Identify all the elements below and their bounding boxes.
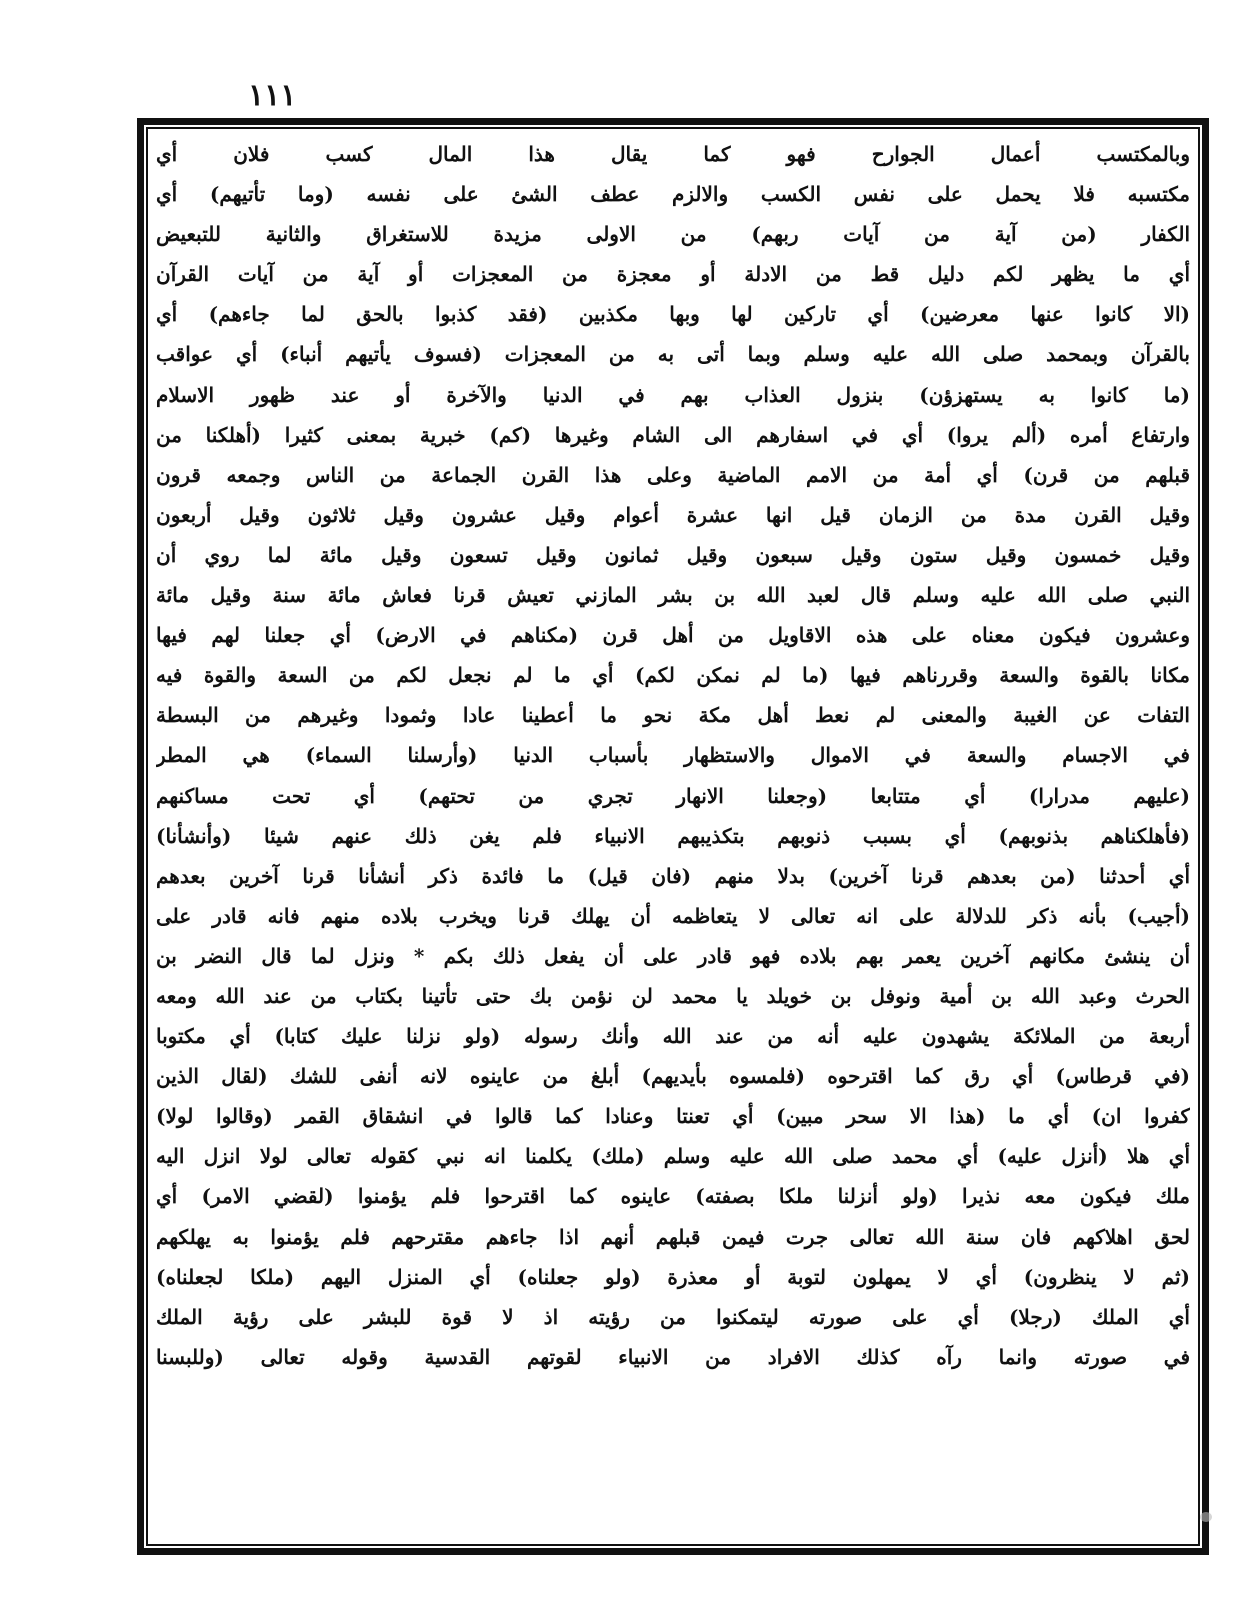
text-line: لحق اهلاكهم فان سنة الله تعالى جرت فيمن قبلهم أنهم اذا جاءهم مقترحهم فلم يؤمنوا به يهلكهم bbox=[156, 1224, 1190, 1249]
text-line: أي ما يظهر لكم دليل قط من الادلة أو معجزة من المعجزات أو آية من آيات القرآن bbox=[156, 262, 1190, 287]
text-line: أي أحدثنا (من بعدهم قرنا آخرين) بدلا منهم (فان قيل) ما فائدة ذكر أنشأنا قرنا آخرين بعدهم bbox=[156, 863, 1190, 888]
text-line: وبالمكتسب أعمال الجوارح فهو كما يقال هذا المال كسب فلان أي bbox=[156, 142, 1190, 166]
text-line: (عليهم مدرارا) أي متتابعا (وجعلنا الانهار تجري من تحتهم) أي تحت مساكنهم bbox=[156, 783, 1190, 808]
text-line: (ما كانوا به يستهزؤن) بنزول العذاب بهم في الدنيا والآخرة أو عند ظهور الاسلام bbox=[156, 382, 1190, 407]
text-line: أربعة من الملائكة يشهدون عليه أنه من عند الله وأنك رسوله (ولو نزلنا عليك كتابا) أي مكتوبا bbox=[156, 1024, 1190, 1049]
page-number: ١١١ bbox=[248, 78, 297, 113]
text-line: وقيل خمسون وقيل ستون وقيل سبعون وقيل ثمانون وقيل تسعون وقيل مائة لما روي أن bbox=[156, 542, 1190, 567]
text-line: كفروا ان) أي ما (هذا الا سحر مبين) أي تعنتا وعنادا كما قالوا في انشقاق القمر (وقالوا لولا) bbox=[156, 1104, 1190, 1129]
text-line: النبي صلى الله عليه وسلم قال لعبد الله بن بشر المازني تعيش قرنا فعاش مائة سنة وقيل مائة bbox=[156, 583, 1190, 608]
text-line: وقيل القرن مدة من الزمان قيل انها عشرة أعوام وقيل عشرون وقيل ثلاثون وقيل أربعون bbox=[156, 502, 1190, 527]
text-line: ملك فيكون معه نذيرا (ولو أنزلنا ملكا بصفته) عاينوه كما اقترحوا فلم يؤمنوا (لقضي الامر) أي bbox=[156, 1184, 1190, 1209]
text-line: التفات عن الغيبة والمعنى لم نعط أهل مكة نحو ما أعطينا عادا وثمودا وغيرهم من البسطة bbox=[156, 703, 1190, 728]
text-line: (أجيب) بأنه ذكر للدلالة على انه تعالى لا يتعاظمه أن يهلك قرنا ويخرب بلاده منهم فانه قادر على bbox=[156, 903, 1190, 928]
scan-smudge bbox=[1200, 1512, 1212, 1522]
text-line: (فأهلكناهم بذنوبهم) أي بسبب ذنوبهم بتكذيبهم الانبياء فلم يغن ذلك عنهم شيئا (وأنشأنا) bbox=[156, 823, 1190, 848]
text-line: مكانا بالقوة والسعة وقررناهم فيها (ما لم نمكن لكم) أي ما لم نجعل لكم من السعة والقوة فيه bbox=[156, 663, 1190, 688]
text-line: (ثم لا ينظرون) أي لا يمهلون لتوبة أو معذرة (ولو جعلناه) أي المنزل اليهم (ملكا لجعلناه) bbox=[156, 1264, 1190, 1289]
text-line: (في قرطاس) أي رق كما اقترحوه (فلمسوه بأيديهم) أبلغ من عاينوه لانه أنفى للشك (لقال الذين bbox=[156, 1064, 1190, 1089]
text-line: في صورته وانما رآه كذلك الافراد من الانبياء لقوتهم القدسية وقوله تعالى (وللبسنا bbox=[156, 1344, 1190, 1369]
text-line: الحرث وعبد الله بن أمية ونوفل بن خويلد يا محمد لن نؤمن بك حتى تأتينا بكتاب من عند الله ومعه bbox=[156, 983, 1190, 1008]
text-line: قبلهم من قرن) أي أمة من الامم الماضية وعلى هذا القرن الجماعة من الناس وجمعه قرون bbox=[156, 462, 1190, 487]
text-line: وارتفاع أمره (ألم يروا) أي في اسفارهم الى الشام وغيرها (كم) خبرية بمعنى كثيرا (أهلكنا من bbox=[156, 422, 1190, 447]
text-line: أي هلا (أنزل عليه) أي محمد صلى الله عليه وسلم (ملك) يكلمنا انه نبي كقوله تعالى لولا انزل اليه bbox=[156, 1144, 1190, 1169]
text-line: الكفار (من آية من آيات ربهم) من الاولى مزيدة للاستغراق والثانية للتبعيض bbox=[156, 222, 1190, 247]
main-text-block bbox=[156, 134, 1190, 1538]
text-line: وعشرون فيكون معناه على هذه الاقاويل من أهل قرن (مكناهم في الارض) أي جعلنا لهم فيها bbox=[156, 623, 1190, 648]
text-line: (الا كانوا عنها معرضين) أي تاركين لها وبها مكذبين (فقد كذبوا بالحق لما جاءهم) أي bbox=[156, 302, 1190, 327]
text-line: أي الملك (رجلا) أي على صورته ليتمكنوا من رؤيته اذ لا قوة للبشر على رؤية الملك bbox=[156, 1304, 1190, 1329]
text-line: في الاجسام والسعة في الاموال والاستظهار بأسباب الدنيا (وأرسلنا السماء) هي المطر bbox=[156, 743, 1190, 768]
text-line: أن ينشئ مكانهم آخرين يعمر بهم بلاده فهو قادر على أن يفعل ذلك بكم * ونزل لما قال النضر بن bbox=[156, 943, 1190, 968]
text-line: بالقرآن وبمحمد صلى الله عليه وسلم وبما أتى به من المعجزات (فسوف يأتيهم أنباء) أي عواقب bbox=[156, 342, 1190, 367]
text-line: مكتسبه فلا يحمل على نفس الكسب والالزم عطف الشئ على نفسه (وما تأتيهم) أي bbox=[156, 182, 1190, 207]
